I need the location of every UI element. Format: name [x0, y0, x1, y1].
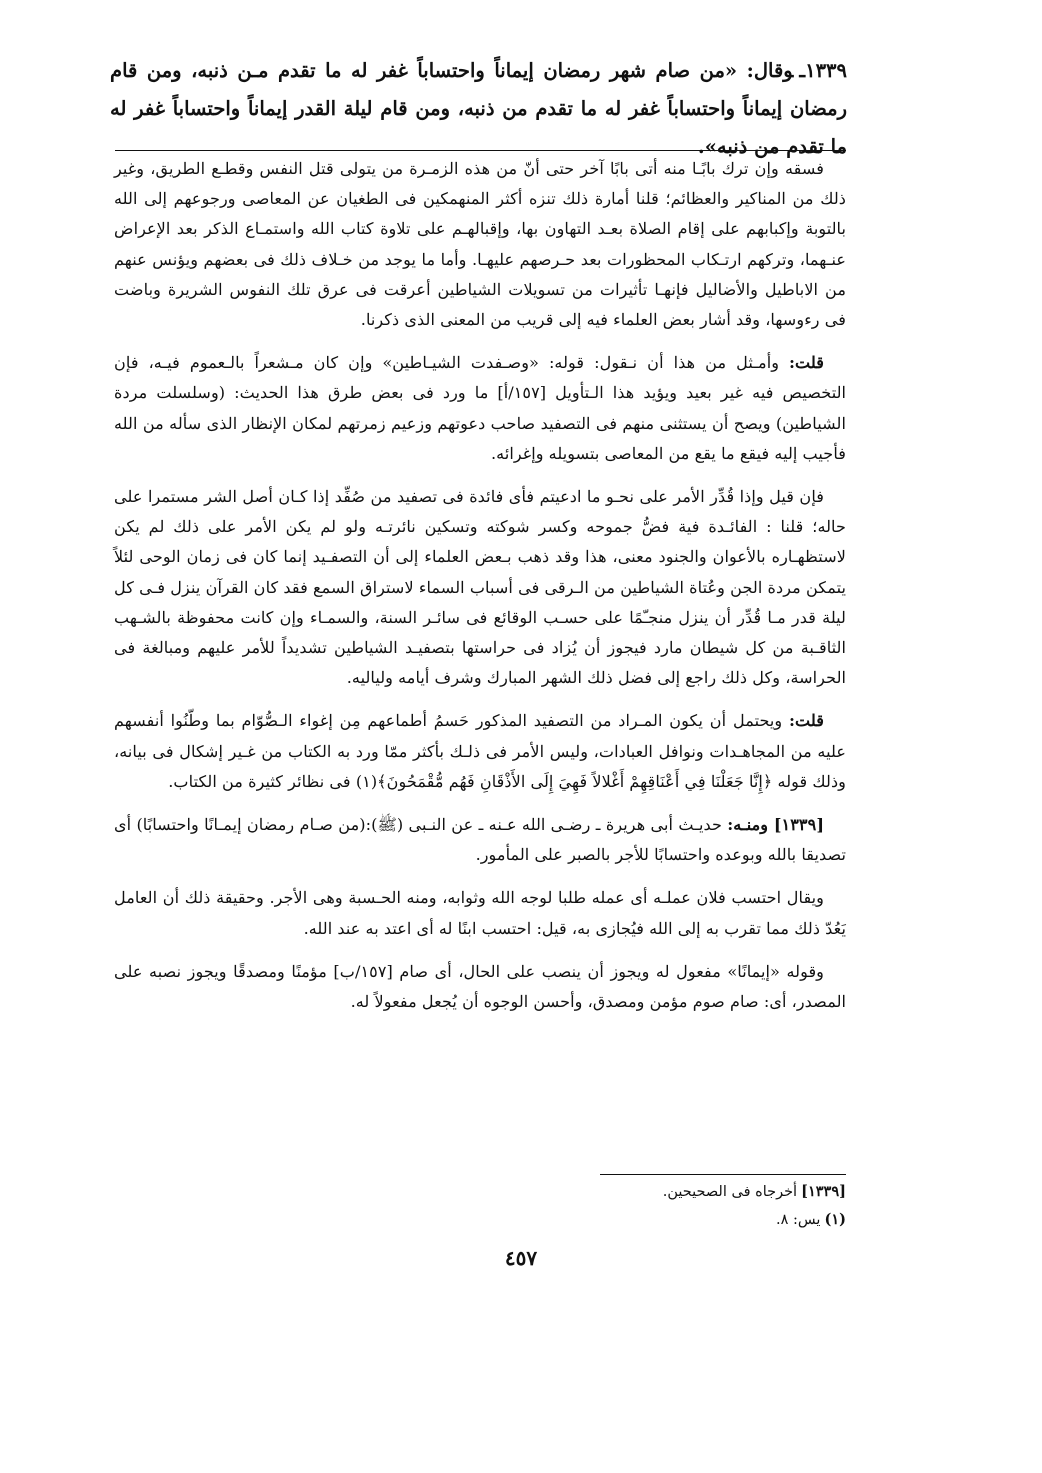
paragraph-lead: [١٣٣٩] ومنـه: [727, 815, 824, 835]
footnote [114, 1206, 846, 1234]
paragraph-lead: قلت: [789, 711, 824, 731]
paragraph-text: ويحتمل أن يكون المـراد من التصفيد المذكور حَسمُ أطماعهم مِن إغواء الـصُّوّام بما وطّنُوا أنفسهم عليه من المجاهـدات ونوافل العبادات، وليس الأمر فى ذلـك بأكثر ممّا ورد به الكتاب من غـير إشكال فى بيانه، وذلك قوله ﴿إِنَّا جَعَلْنَا فِي أَعْنَاقِهِمْ أَغْلالاً فَهِيَ إِلَى الأَذْقَانِ فَهُم مُّقْمَحُونَ﴾(١) فى نظائر كثيرة من الكتاب. [114, 711, 846, 791]
footnote-number: (١) [824, 1211, 846, 1228]
paragraph-text: ويقال احتسب فلان عملـه أى عمله طلبا لوجه الله وثوابه، ومنه الحـسبة وهى الأجر. وحقيقة ذلك أن العامل يَعُدّ ذلك مما تقرب به إلى الله فيُجازى به، قيل: احتسب ابنًا له أى اعتد به عند الله. [114, 888, 846, 938]
commentary-paragraph [114, 154, 846, 335]
footnote-text: يس: ٨. [776, 1212, 821, 1228]
page-number: ٤٥٧ [504, 1246, 538, 1270]
footnote-text: أخرجاه فى الصحيحين. [662, 1184, 798, 1200]
hadith-block [110, 52, 847, 166]
hadith-number: ١٣٣٩ـ [799, 59, 847, 82]
paragraph-lead: قلت: [789, 353, 824, 373]
commentary-paragraph [114, 810, 846, 870]
paragraph-text: فإن قيل وإذا قُدِّر الأمر على نحـو ما ادعيتم فأى فائدة فى تصفيد من صُفِّد إذا كـان أصل الشر مستمرا على حاله؛ قلنا : الفائـدة فية فضُّ جموحه وكسر شوكته وتسكين نائرتـه ولو لم يكن الأمر على ذلك لم يكن لاستظهـاره بالأعوان والجنود معنى، هذا وقد ذهب بـعض العلماء إلى أن التصفـيد إنما كان فى زمان الوحى لئلاً يتمكن مردة الجن وعُتاة الشياطين من الـرقى فى أسباب السماء لاستراق السمع فقد كان القرآن ينزل فـى كل ليلة قدر مـا قُدِّر أن ينزل منجـّمًا على حسـب الوقائع فى سائـر السنة، والسمـاء وإن كانت محفوظة بالشـهب الثاقـبة من كل شيطان مارد فيجوز أن يُزاد فى حراستها بتصفيـد الشياطين تشديداً للأمر عليهم ومبالغة فى الحراسة، وكل ذلك راجع إلى فضل ذلك الشهر المبارك وشرف أيامه ولياليه. [114, 487, 846, 688]
footnote [114, 1178, 846, 1206]
footnote-number: [١٣٣٩] [801, 1183, 846, 1200]
footnotes [114, 1178, 846, 1234]
footnote-divider [600, 1174, 846, 1175]
commentary-paragraph [114, 883, 846, 943]
commentary-paragraph [114, 348, 846, 469]
paragraph-text: حديـث أبى هريرة ـ رضـى الله عـنه ـ عن النـبى (ﷺ):(من صـام رمضان إيمـانًا واحتسابًا) أى تصديقا بالله وبوعده واحتسابًا للأجر بالصبر على المأمور. [114, 815, 846, 865]
hadith-divider [115, 150, 846, 151]
commentary-paragraph [114, 706, 846, 797]
paragraph-text: وأمـثل من هذا أن نـقول: قوله: «وصـفدت الشيـاطين» وإن كان مـشعراً بالـعموم فيـه، فإن التخصيص فيه غير بعيد ويؤيد هذا الـتأويل [١٥٧/أ] ما ورد فى بعض طرق هذا الحديث: (وسلسلت مردة الشياطين) ويصح أن يستثنى منهم فى التصفيد صاحب دعوتهم وزعيم زمرتهم لمكان الإنظار الذى سأله من الله فأجيب إليه فيقع ما يقع من المعاصى بتسويله وإغرائه. [114, 353, 847, 463]
commentary [114, 154, 846, 1030]
paragraph-text: فسقه وإن ترك بابًـا منه أتى بابًا آخر حتى أنّ من هذه الزمـرة من يتولى قتل النفس وقطـع الطريق، وغير ذلك من المناكير والعظائم؛ قلنا أمارة ذلك تنزه أكثر المنهمكين فى الطغيان عن المعاصى ورجوعهم إلى الله بالتوبة وإكبابهم على إقام الصلاة بعـد التهاون بها، وإقبالهـم على تلاوة كتاب الله واستمـاع الذكر بعد الإعراض عنـهما، وتركهم ارتـكاب المحظورات بعد حـرصهم عليهـا. وأما ما يوجد من خـلاف ذلك فى بعضهم ويؤنس عنهم من الاباطيل والأضاليل فإنهـا تأثيرات من تسويلات الشياطين أعرقت فى عرق تلك النفوس الشريرة وباضت فى رءوسها، وقد أشار بعض العلماء فيه إلى قريب من المعنى الذى ذكرنا. [114, 159, 846, 330]
hadith-text [110, 52, 847, 166]
commentary-paragraph [114, 482, 846, 693]
hadith-body: وقال: «من صام شهر رمضان إيماناً واحتساباً غفر له ما تقدم مـن ذنبه، ومن قام رمضان إيماناً واحتساباً غفر له ما تقدم من ذنبه، ومن قام ليلة القدر إيماناً واحتساباً غفر له ما تقدم من ذنبه». [110, 59, 847, 158]
paragraph-text: وقوله «إيمانًا» مفعول له ويجوز أن ينصب على الحال، أى صام [١٥٧/ب] مؤمنًا ومصدقًا ويجوز نصبه على المصدر، أى: صام صوم مؤمن ومصدق، وأحسن الوجوه أن يُجعل مفعولاً له. [114, 961, 846, 1012]
commentary-paragraph [114, 957, 846, 1017]
